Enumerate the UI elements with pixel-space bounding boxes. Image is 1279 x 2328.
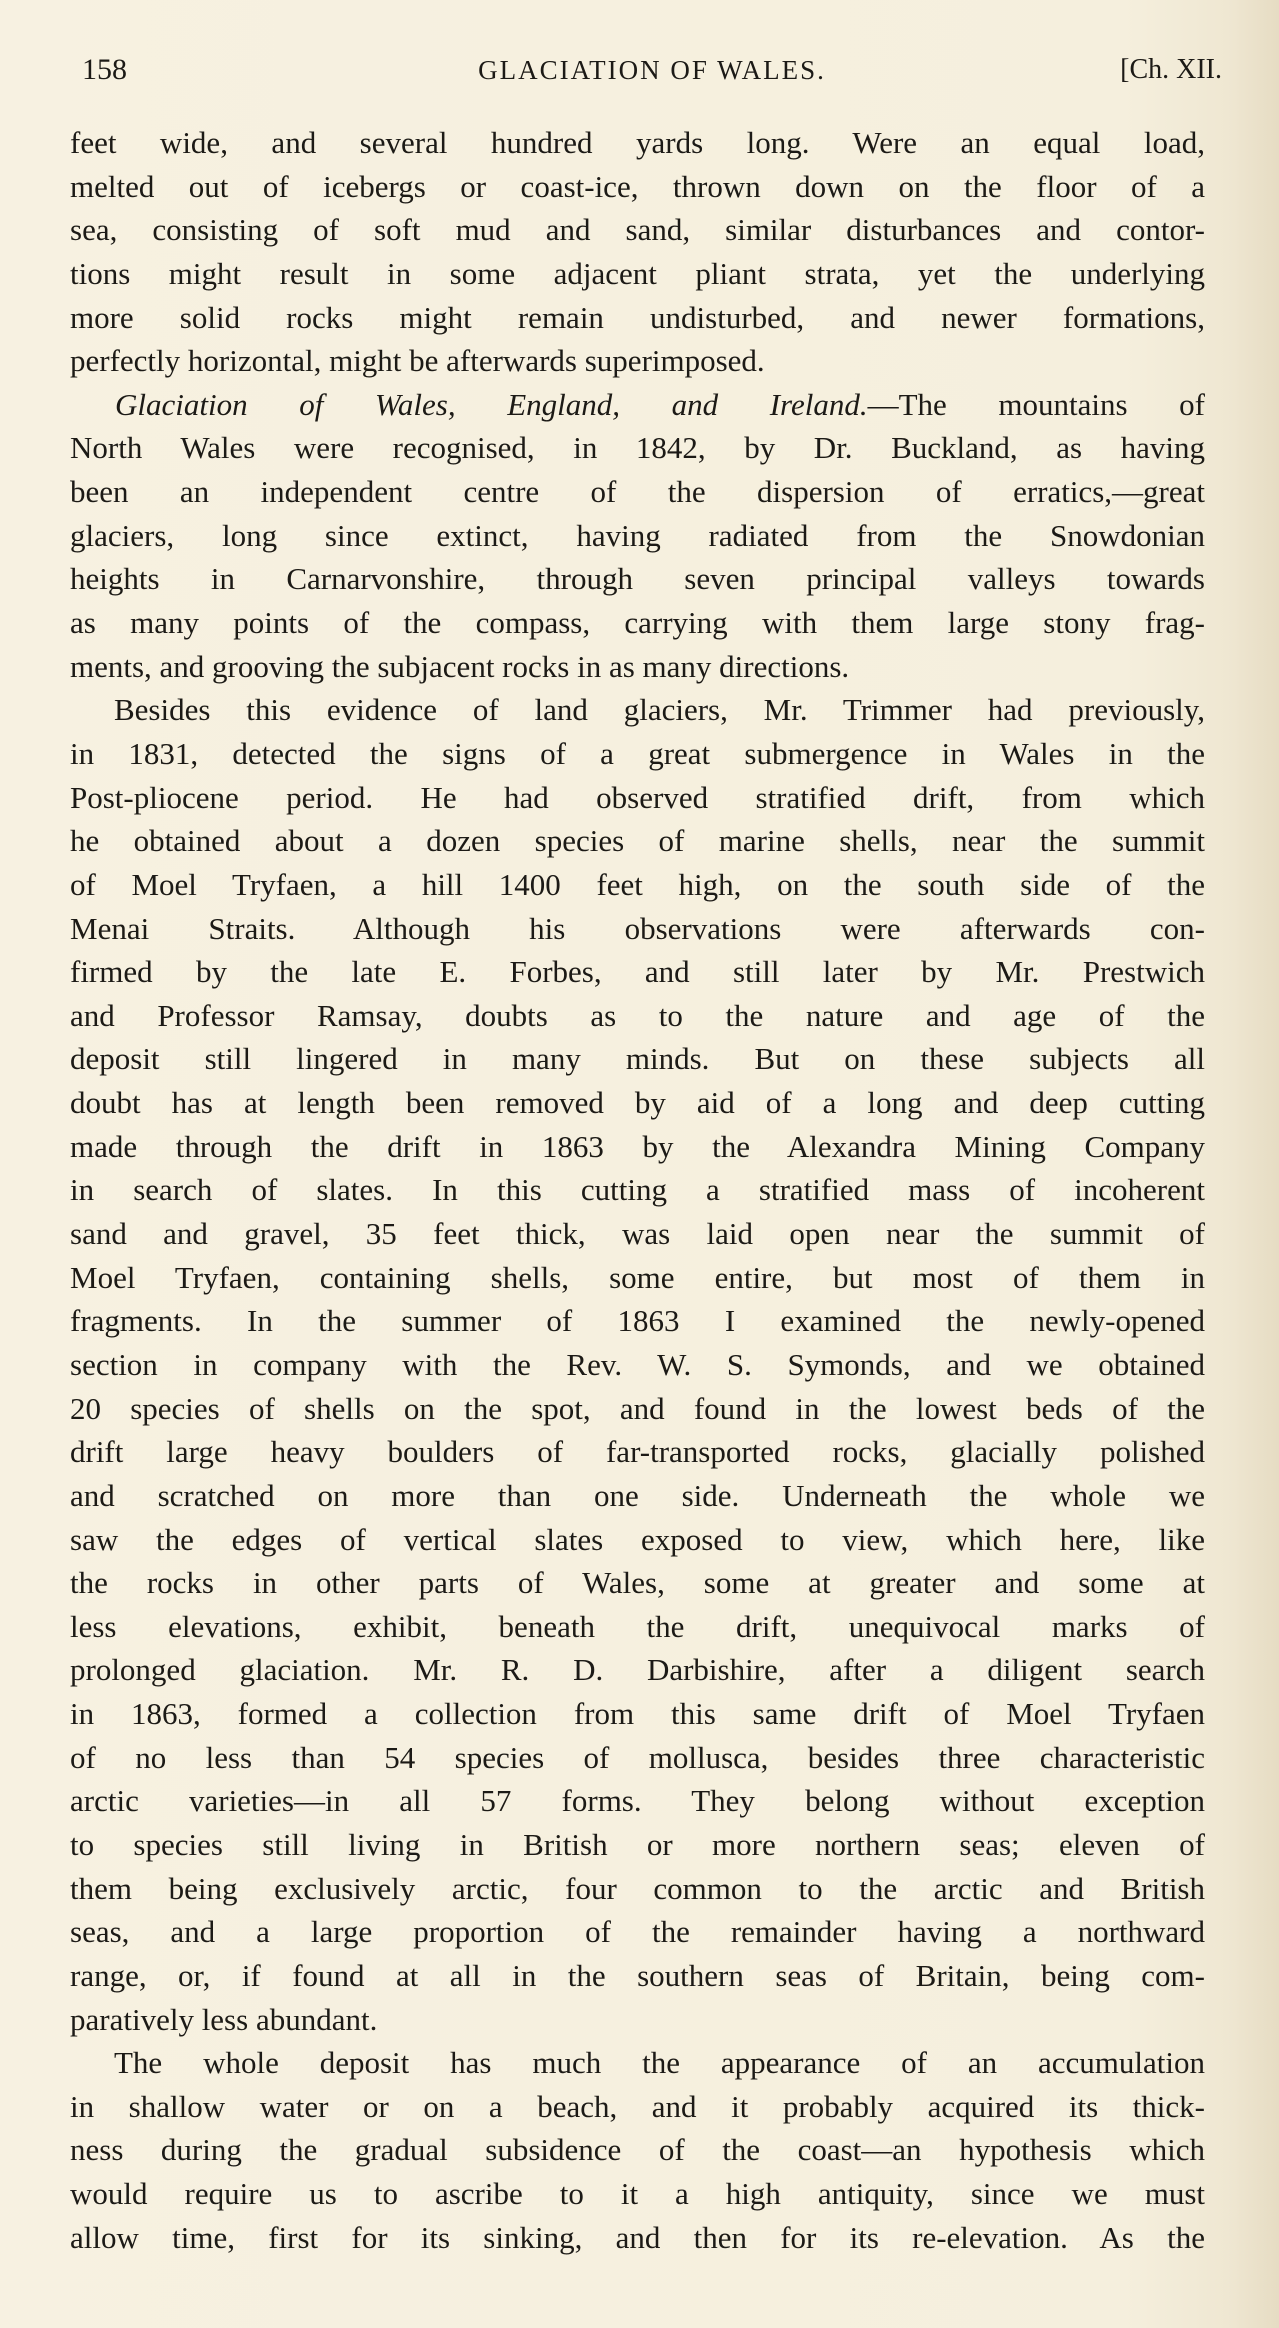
running-title: GLACIATION OF WALES. [478, 55, 826, 85]
paragraph-start-line: The whole deposit has much the appearance of an accumulation [114, 2045, 1205, 2081]
text-line: in shallow water or on a beach, and it probably acquired its thick- [70, 2088, 1205, 2124]
text-line: glaciers, long since extinct, having radiated from the Snowdonian [70, 517, 1205, 553]
text-line: heights in Carnarvonshire, through seven principal valleys towards [70, 561, 1205, 597]
text-line: less elevations, exhibit, beneath the drift, unequivocal marks of [70, 1608, 1205, 1644]
text-line: North Wales were recognised, in 1842, by Dr. Buckland, as having [70, 430, 1205, 466]
text-line: them being exclusively arctic, four common to the arctic and British [70, 1870, 1205, 1906]
text-line: been an independent centre of the dispersion of erratics,—great [70, 474, 1205, 510]
section-heading: Glaciation of Wales, England, and Ireland. [115, 386, 868, 422]
body-text [70, 121, 1205, 2259]
text-line: 20 species of shells on the spot, and found in the lowest beds of the [70, 1390, 1205, 1426]
text-line: in search of slates. In this cutting a stratified mass of incoherent [70, 1172, 1205, 1208]
text-line: he obtained about a dozen species of marine shells, near the summit [70, 823, 1205, 859]
page-number: 158 [82, 53, 127, 86]
text-line: perfectly horizontal, might be afterwards superimposed. [70, 343, 765, 379]
text-line: and Professor Ramsay, doubts as to the nature and age of the [70, 997, 1205, 1033]
text-line: ness during the gradual subsidence of the coast—an hypothesis which [70, 2132, 1205, 2168]
paragraph-start-line: Besides this evidence of land glaciers, Mr. Trimmer had previously, [114, 692, 1205, 728]
text-line: the rocks in other parts of Wales, some at greater and some at [70, 1565, 1205, 1601]
text-line: firmed by the late E. Forbes, and still later by Mr. Prestwich [70, 954, 1205, 990]
text-line: and scratched on more than one side. Underneath the whole we [70, 1477, 1205, 1513]
running-head [82, 50, 1222, 90]
text-line: ments, and grooving the subjacent rocks in as many directions. [70, 648, 850, 684]
section-heading-continuation: —The mountains of [867, 386, 1205, 422]
text-line: made through the drift in 1863 by the Alexandra Mining Company [70, 1128, 1205, 1164]
text-line: doubt has at length been removed by aid of a long and deep cutting [70, 1085, 1205, 1121]
text-line: in 1863, formed a collection from this same drift of Moel Tryfaen [70, 1696, 1205, 1732]
text-line: Menai Straits. Although his observations were afterwards con- [70, 910, 1205, 946]
text-line: section in company with the Rev. W. S. Symonds, and we obtained [70, 1346, 1205, 1382]
text-line: sea, consisting of soft mud and sand, similar disturbances and contor- [70, 212, 1205, 248]
text-line: prolonged glaciation. Mr. R. D. Darbishire, after a diligent search [70, 1652, 1205, 1688]
text-line: drift large heavy boulders of far-transported rocks, glacially polished [70, 1434, 1205, 1470]
text-line: saw the edges of vertical slates exposed to view, which here, like [70, 1521, 1205, 1557]
text-line: as many points of the compass, carrying with them large stony frag- [70, 605, 1205, 641]
text-line: allow time, first for its sinking, and then for its re-elevation. As the [70, 2219, 1205, 2255]
chapter-reference: [Ch. XII. [1120, 54, 1222, 85]
text-line: in 1831, detected the signs of a great submergence in Wales in the [70, 735, 1205, 771]
text-line: Moel Tryfaen, containing shells, some entire, but most of them in [70, 1259, 1205, 1295]
text-line: tions might result in some adjacent pliant strata, yet the underlying [70, 255, 1205, 291]
text-line: feet wide, and several hundred yards long. Were an equal load, [70, 125, 1205, 160]
section-heading-line [70, 383, 1205, 427]
text-line: Post-pliocene period. He had observed stratified drift, from which [70, 779, 1205, 815]
text-line: of Moel Tryfaen, a hill 1400 feet high, on the south side of the [70, 866, 1205, 902]
text-line: melted out of icebergs or coast-ice, thrown down on the floor of a [70, 168, 1205, 204]
text-line: would require us to ascribe to it a high antiquity, since we must [70, 2176, 1205, 2212]
text-line: paratively less abundant. [70, 2001, 378, 2037]
text-line: fragments. In the summer of 1863 I examined the newly-opened [70, 1303, 1205, 1339]
text-line: to species still living in British or more northern seas; eleven of [70, 1826, 1205, 1862]
text-line: sand and gravel, 35 feet thick, was laid open near the summit of [70, 1216, 1205, 1252]
text-line: more solid rocks might remain undisturbed, and newer formations, [70, 299, 1205, 335]
text-line: deposit still lingered in many minds. But on these subjects all [70, 1041, 1205, 1077]
text-line: range, or, if found at all in the southern seas of Britain, being com- [70, 1957, 1205, 1993]
text-line: of no less than 54 species of mollusca, besides three characteristic [70, 1739, 1205, 1775]
text-line: arctic varieties—in all 57 forms. They belong without exception [70, 1783, 1205, 1819]
text-line: seas, and a large proportion of the remainder having a northward [70, 1914, 1205, 1950]
